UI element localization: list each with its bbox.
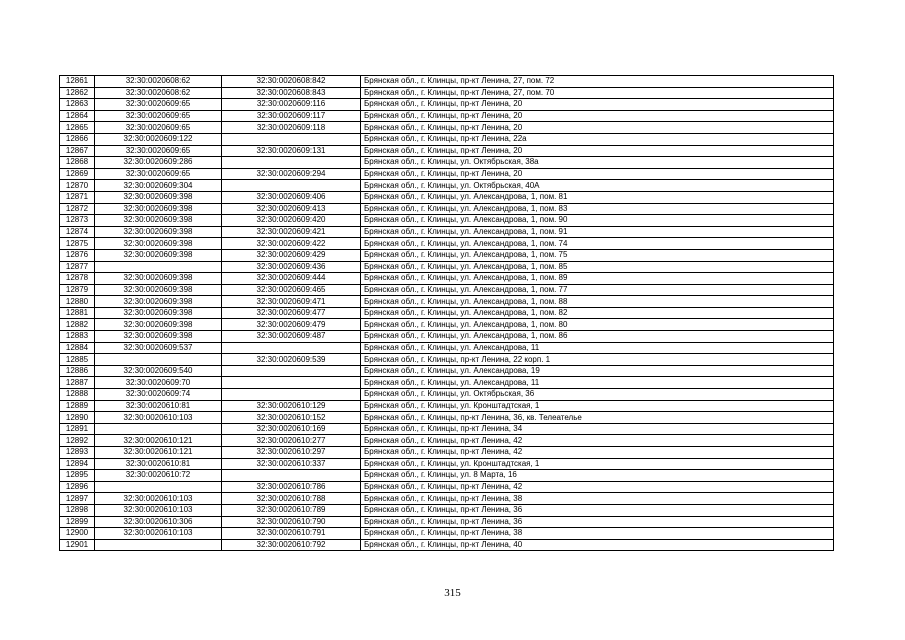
parcel-number-cell: 32:30:0020609:304 [95, 180, 222, 192]
object-number-cell: 32:30:0020609:131 [222, 145, 361, 157]
table-row [60, 412, 834, 424]
address-cell: Брянская обл., г. Клинцы, пр-кт Ленина, 20 [361, 168, 834, 180]
address-cell: Брянская обл., г. Клинцы, пр-кт Ленина, 36 [361, 504, 834, 516]
object-number-cell: 32:30:0020609:487 [222, 331, 361, 343]
table-row [60, 261, 834, 273]
parcel-number-cell: 32:30:0020609:65 [95, 168, 222, 180]
table-row [60, 423, 834, 435]
row-number-cell: 12863 [60, 99, 95, 111]
object-number-cell: 32:30:0020610:277 [222, 435, 361, 447]
address-cell: Брянская обл., г. Клинцы, ул. Александрова, 11 [361, 377, 834, 389]
object-number-cell: 32:30:0020609:406 [222, 191, 361, 203]
row-number-cell: 12875 [60, 238, 95, 250]
table-row [60, 400, 834, 412]
address-cell: Брянская обл., г. Клинцы, пр-кт Ленина, 42 [361, 435, 834, 447]
table-row [60, 481, 834, 493]
table-row [60, 493, 834, 505]
registry-table-body [60, 76, 834, 551]
object-number-cell: 32:30:0020609:422 [222, 238, 361, 250]
row-number-cell: 12893 [60, 447, 95, 459]
row-number-cell: 12864 [60, 110, 95, 122]
object-number-cell: 32:30:0020609:436 [222, 261, 361, 273]
table-row [60, 180, 834, 192]
parcel-number-cell: 32:30:0020610:103 [95, 528, 222, 540]
object-number-cell: 32:30:0020610:129 [222, 400, 361, 412]
table-row [60, 516, 834, 528]
object-number-cell: 32:30:0020610:297 [222, 447, 361, 459]
object-number-cell: 32:30:0020609:421 [222, 226, 361, 238]
parcel-number-cell [95, 539, 222, 551]
row-number-cell: 12867 [60, 145, 95, 157]
row-number-cell: 12885 [60, 354, 95, 366]
parcel-number-cell: 32:30:0020609:398 [95, 249, 222, 261]
table-row [60, 528, 834, 540]
object-number-cell: 32:30:0020609:118 [222, 122, 361, 134]
address-cell: Брянская обл., г. Клинцы, пр-кт Ленина, 27, пом. 70 [361, 87, 834, 99]
object-number-cell [222, 377, 361, 389]
row-number-cell: 12886 [60, 365, 95, 377]
row-number-cell: 12878 [60, 273, 95, 285]
parcel-number-cell: 32:30:0020609:398 [95, 226, 222, 238]
parcel-number-cell: 32:30:0020609:398 [95, 331, 222, 343]
address-cell: Брянская обл., г. Клинцы, ул. Октябрьская, 36 [361, 389, 834, 401]
object-number-cell: 32:30:0020609:117 [222, 110, 361, 122]
object-number-cell: 32:30:0020609:420 [222, 215, 361, 227]
object-number-cell: 32:30:0020609:444 [222, 273, 361, 285]
row-number-cell: 12883 [60, 331, 95, 343]
parcel-number-cell: 32:30:0020609:537 [95, 342, 222, 354]
row-number-cell: 12887 [60, 377, 95, 389]
address-cell: Брянская обл., г. Клинцы, пр-кт Ленина, 20 [361, 145, 834, 157]
object-number-cell: 32:30:0020609:471 [222, 296, 361, 308]
object-number-cell: 32:30:0020608:842 [222, 76, 361, 88]
table-row [60, 99, 834, 111]
table-row [60, 157, 834, 169]
row-number-cell: 12879 [60, 284, 95, 296]
row-number-cell: 12876 [60, 249, 95, 261]
row-number-cell: 12873 [60, 215, 95, 227]
address-cell: Брянская обл., г. Клинцы, ул. Александрова, 1, пом. 86 [361, 331, 834, 343]
object-number-cell: 32:30:0020610:786 [222, 481, 361, 493]
row-number-cell: 12865 [60, 122, 95, 134]
parcel-number-cell: 32:30:0020609:398 [95, 191, 222, 203]
object-number-cell: 32:30:0020609:294 [222, 168, 361, 180]
address-cell: Брянская обл., г. Клинцы, ул. Александрова, 1, пом. 85 [361, 261, 834, 273]
table-row [60, 238, 834, 250]
row-number-cell: 12884 [60, 342, 95, 354]
object-number-cell: 32:30:0020610:788 [222, 493, 361, 505]
address-cell: Брянская обл., г. Клинцы, ул. Кронштадтская, 1 [361, 400, 834, 412]
table-row [60, 470, 834, 482]
table-row [60, 307, 834, 319]
address-cell: Брянская обл., г. Клинцы, ул. Александрова, 1, пом. 77 [361, 284, 834, 296]
row-number-cell: 12869 [60, 168, 95, 180]
address-cell: Брянская обл., г. Клинцы, пр-кт Ленина, 22а [361, 133, 834, 145]
address-cell: Брянская обл., г. Клинцы, ул. Александрова, 1, пом. 81 [361, 191, 834, 203]
object-number-cell: 32:30:0020610:789 [222, 504, 361, 516]
parcel-number-cell: 32:30:0020609:398 [95, 215, 222, 227]
row-number-cell: 12896 [60, 481, 95, 493]
table-row [60, 87, 834, 99]
table-row [60, 122, 834, 134]
table-row [60, 168, 834, 180]
parcel-number-cell: 32:30:0020609:398 [95, 319, 222, 331]
address-cell: Брянская обл., г. Клинцы, ул. Александрова, 1, пом. 83 [361, 203, 834, 215]
address-cell: Брянская обл., г. Клинцы, ул. Александрова, 19 [361, 365, 834, 377]
parcel-number-cell: 32:30:0020608:62 [95, 76, 222, 88]
parcel-number-cell: 32:30:0020609:398 [95, 284, 222, 296]
object-number-cell [222, 342, 361, 354]
page-number: 315 [444, 587, 461, 599]
address-cell: Брянская обл., г. Клинцы, ул. Александрова, 1, пом. 74 [361, 238, 834, 250]
address-cell: Брянская обл., г. Клинцы, пр-кт Ленина, 20 [361, 110, 834, 122]
address-cell: Брянская обл., г. Клинцы, ул. Александрова, 1, пом. 88 [361, 296, 834, 308]
object-number-cell: 32:30:0020609:539 [222, 354, 361, 366]
address-cell: Брянская обл., г. Клинцы, пр-кт Ленина, 22 корп. 1 [361, 354, 834, 366]
row-number-cell: 12891 [60, 423, 95, 435]
table-row [60, 203, 834, 215]
table-row [60, 539, 834, 551]
object-number-cell: 32:30:0020610:790 [222, 516, 361, 528]
object-number-cell [222, 470, 361, 482]
table-row [60, 319, 834, 331]
address-cell: Брянская обл., г. Клинцы, ул. Октябрьская, 40А [361, 180, 834, 192]
address-cell: Брянская обл., г. Клинцы, ул. Александрова, 1, пом. 89 [361, 273, 834, 285]
row-number-cell: 12872 [60, 203, 95, 215]
parcel-number-cell: 32:30:0020609:398 [95, 203, 222, 215]
table-row [60, 447, 834, 459]
table-row [60, 296, 834, 308]
object-number-cell [222, 133, 361, 145]
row-number-cell: 12900 [60, 528, 95, 540]
parcel-number-cell: 32:30:0020609:65 [95, 122, 222, 134]
parcel-number-cell: 32:30:0020609:65 [95, 99, 222, 111]
object-number-cell [222, 157, 361, 169]
parcel-number-cell: 32:30:0020610:103 [95, 412, 222, 424]
row-number-cell: 12890 [60, 412, 95, 424]
table-row [60, 284, 834, 296]
object-number-cell [222, 365, 361, 377]
object-number-cell: 32:30:0020609:413 [222, 203, 361, 215]
parcel-number-cell: 32:30:0020608:62 [95, 87, 222, 99]
row-number-cell: 12898 [60, 504, 95, 516]
row-number-cell: 12888 [60, 389, 95, 401]
row-number-cell: 12880 [60, 296, 95, 308]
address-cell: Брянская обл., г. Клинцы, ул. Александрова, 1, пом. 82 [361, 307, 834, 319]
address-cell: Брянская обл., г. Клинцы, пр-кт Ленина, 42 [361, 447, 834, 459]
address-cell: Брянская обл., г. Клинцы, ул. Кронштадтская, 1 [361, 458, 834, 470]
row-number-cell: 12895 [60, 470, 95, 482]
object-number-cell: 32:30:0020609:429 [222, 249, 361, 261]
address-cell: Брянская обл., г. Клинцы, пр-кт Ленина, 36 [361, 516, 834, 528]
object-number-cell: 32:30:0020608:843 [222, 87, 361, 99]
parcel-number-cell: 32:30:0020610:81 [95, 458, 222, 470]
parcel-number-cell [95, 423, 222, 435]
parcel-number-cell: 32:30:0020610:72 [95, 470, 222, 482]
parcel-number-cell: 32:30:0020610:306 [95, 516, 222, 528]
object-number-cell: 32:30:0020610:791 [222, 528, 361, 540]
object-number-cell: 32:30:0020610:337 [222, 458, 361, 470]
parcel-number-cell: 32:30:0020610:121 [95, 447, 222, 459]
row-number-cell: 12897 [60, 493, 95, 505]
row-number-cell: 12899 [60, 516, 95, 528]
address-cell: Брянская обл., г. Клинцы, ул. Александрова, 1, пом. 75 [361, 249, 834, 261]
table-row [60, 110, 834, 122]
row-number-cell: 12871 [60, 191, 95, 203]
parcel-number-cell: 32:30:0020610:81 [95, 400, 222, 412]
table-row [60, 145, 834, 157]
parcel-number-cell: 32:30:0020609:398 [95, 296, 222, 308]
table-row [60, 504, 834, 516]
address-cell: Брянская обл., г. Клинцы, пр-кт Ленина, 38 [361, 493, 834, 505]
address-cell: Брянская обл., г. Клинцы, ул. Александрова, 11 [361, 342, 834, 354]
parcel-number-cell: 32:30:0020609:398 [95, 238, 222, 250]
parcel-number-cell: 32:30:0020609:70 [95, 377, 222, 389]
address-cell: Брянская обл., г. Клинцы, пр-кт Ленина, 34 [361, 423, 834, 435]
parcel-number-cell: 32:30:0020609:286 [95, 157, 222, 169]
parcel-number-cell: 32:30:0020609:398 [95, 273, 222, 285]
parcel-number-cell: 32:30:0020609:65 [95, 145, 222, 157]
object-number-cell: 32:30:0020609:116 [222, 99, 361, 111]
address-cell: Брянская обл., г. Клинцы, ул. Октябрьская, 38а [361, 157, 834, 169]
table-row [60, 226, 834, 238]
parcel-number-cell: 32:30:0020609:74 [95, 389, 222, 401]
row-number-cell: 12882 [60, 319, 95, 331]
table-row [60, 76, 834, 88]
parcel-number-cell: 32:30:0020610:121 [95, 435, 222, 447]
table-row [60, 354, 834, 366]
parcel-number-cell: 32:30:0020609:65 [95, 110, 222, 122]
table-row [60, 435, 834, 447]
table-row [60, 215, 834, 227]
parcel-number-cell: 32:30:0020609:122 [95, 133, 222, 145]
row-number-cell: 12894 [60, 458, 95, 470]
table-row [60, 331, 834, 343]
row-number-cell: 12877 [60, 261, 95, 273]
table-row [60, 342, 834, 354]
parcel-number-cell: 32:30:0020609:398 [95, 307, 222, 319]
table-row [60, 191, 834, 203]
parcel-number-cell [95, 481, 222, 493]
parcel-number-cell [95, 261, 222, 273]
object-number-cell [222, 389, 361, 401]
parcel-number-cell: 32:30:0020610:103 [95, 504, 222, 516]
object-number-cell: 32:30:0020610:792 [222, 539, 361, 551]
object-number-cell: 32:30:0020609:479 [222, 319, 361, 331]
row-number-cell: 12901 [60, 539, 95, 551]
object-number-cell: 32:30:0020609:465 [222, 284, 361, 296]
table-row [60, 249, 834, 261]
table-row [60, 365, 834, 377]
row-number-cell: 12874 [60, 226, 95, 238]
row-number-cell: 12889 [60, 400, 95, 412]
object-number-cell: 32:30:0020609:477 [222, 307, 361, 319]
address-cell: Брянская обл., г. Клинцы, пр-кт Ленина, 40 [361, 539, 834, 551]
address-cell: Брянская обл., г. Клинцы, ул. 8 Марта, 16 [361, 470, 834, 482]
table-row [60, 133, 834, 145]
object-number-cell: 32:30:0020610:169 [222, 423, 361, 435]
parcel-number-cell: 32:30:0020609:540 [95, 365, 222, 377]
row-number-cell: 12881 [60, 307, 95, 319]
object-number-cell: 32:30:0020610:152 [222, 412, 361, 424]
address-cell: Брянская обл., г. Клинцы, пр-кт Ленина, 38 [361, 528, 834, 540]
address-cell: Брянская обл., г. Клинцы, ул. Александрова, 1, пом. 80 [361, 319, 834, 331]
row-number-cell: 12866 [60, 133, 95, 145]
address-cell: Брянская обл., г. Клинцы, пр-кт Ленина, 27, пом. 72 [361, 76, 834, 88]
row-number-cell: 12868 [60, 157, 95, 169]
parcel-number-cell: 32:30:0020610:103 [95, 493, 222, 505]
object-number-cell [222, 180, 361, 192]
table-row [60, 273, 834, 285]
address-cell: Брянская обл., г. Клинцы, пр-кт Ленина, 36, кв. Телеателье [361, 412, 834, 424]
row-number-cell: 12892 [60, 435, 95, 447]
table-row [60, 458, 834, 470]
address-cell: Брянская обл., г. Клинцы, пр-кт Ленина, 20 [361, 99, 834, 111]
address-cell: Брянская обл., г. Клинцы, пр-кт Ленина, 42 [361, 481, 834, 493]
address-cell: Брянская обл., г. Клинцы, пр-кт Ленина, 20 [361, 122, 834, 134]
row-number-cell: 12862 [60, 87, 95, 99]
table-row [60, 389, 834, 401]
row-number-cell: 12861 [60, 76, 95, 88]
row-number-cell: 12870 [60, 180, 95, 192]
address-cell: Брянская обл., г. Клинцы, ул. Александрова, 1, пом. 91 [361, 226, 834, 238]
registry-table [59, 75, 834, 551]
table-row [60, 377, 834, 389]
address-cell: Брянская обл., г. Клинцы, ул. Александрова, 1, пом. 90 [361, 215, 834, 227]
parcel-number-cell [95, 354, 222, 366]
